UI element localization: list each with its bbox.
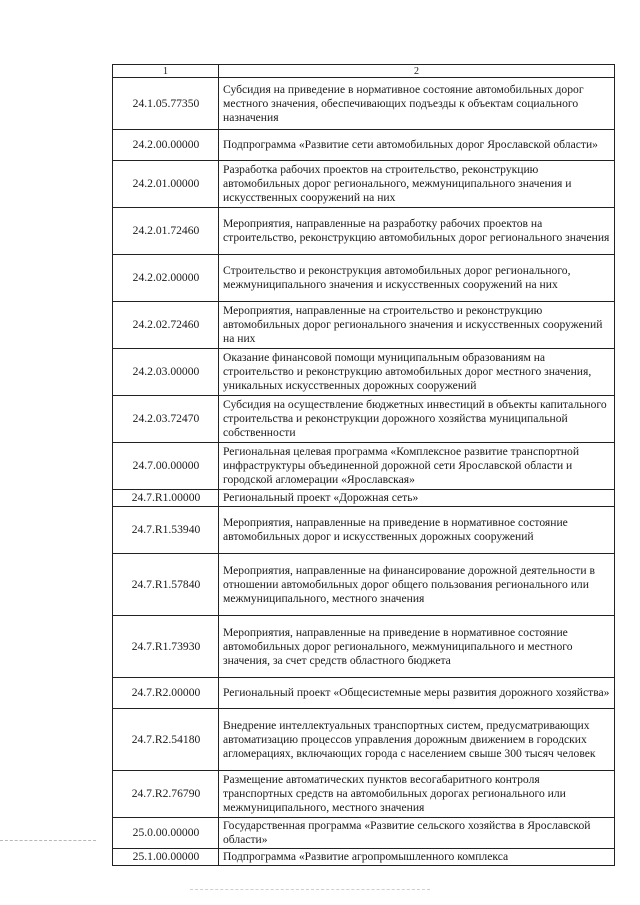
row-name: Строительство и реконструкция автомобильных дорог регионального, межмуниципального значения и искусственных сооружений на них	[219, 255, 615, 302]
row-code: 24.7.R2.54180	[113, 709, 219, 771]
table-row	[113, 349, 615, 396]
row-code: 24.2.03.00000	[113, 349, 219, 396]
table-row	[113, 490, 615, 507]
row-name: Оказание финансовой помощи муниципальным образованиям на строительство и реконструкцию автомобильных дорог местного значения, уникальных искусственных дорожных сооружений	[219, 349, 615, 396]
table-row	[113, 616, 615, 678]
budget-classification-table	[112, 64, 615, 866]
row-name: Разработка рабочих проектов на строительство, реконструкцию автомобильных дорог регионального, межмуниципального значения и искусственных сооружений на них	[219, 161, 615, 208]
table-row	[113, 709, 615, 771]
table-row	[113, 396, 615, 443]
row-name: Мероприятия, направленные на приведение в нормативное состояние автомобильных дорог регионального, межмуниципального и местного значения, за счет средств областного бюджета	[219, 616, 615, 678]
table-row	[113, 554, 615, 616]
row-name: Субсидия на осуществление бюджетных инвестиций в объекты капитального строительства и реконструкции дорожного хозяйства муниципальной собственности	[219, 396, 615, 443]
row-name: Подпрограмма «Развитие сети автомобильных дорог Ярославской области»	[219, 130, 615, 161]
row-name: Региональный проект «Дорожная сеть»	[219, 490, 615, 507]
row-name: Мероприятия, направленные на разработку рабочих проектов на строительство, реконструкцию автомобильных дорог регионального значения	[219, 208, 615, 255]
row-name: Мероприятия, направленные на финансирование дорожной деятельности в отношении автомобильных дорог общего пользования регионального или межмуниципального, местного значения	[219, 554, 615, 616]
row-code: 24.2.01.72460	[113, 208, 219, 255]
row-name: Региональный проект «Общесистемные меры развития дорожного хозяйства»	[219, 678, 615, 709]
table-row	[113, 818, 615, 849]
table-row	[113, 255, 615, 302]
row-code: 24.7.R1.57840	[113, 554, 219, 616]
row-code: 24.7.R2.76790	[113, 771, 219, 818]
table-row	[113, 130, 615, 161]
row-code: 25.0.00.00000	[113, 818, 219, 849]
table-row	[113, 443, 615, 490]
row-code: 24.2.00.00000	[113, 130, 219, 161]
row-code: 24.2.02.00000	[113, 255, 219, 302]
row-code: 24.2.02.72460	[113, 302, 219, 349]
row-code: 24.7.00.00000	[113, 443, 219, 490]
row-name: Мероприятия, направленные на строительство и реконструкцию автомобильных дорог регионального значения и искусственных сооружений на них	[219, 302, 615, 349]
row-code: 25.1.00.00000	[113, 849, 219, 866]
table-row	[113, 161, 615, 208]
row-name: Государственная программа «Развитие сельского хозяйства в Ярославской области»	[219, 818, 615, 849]
table-row	[113, 507, 615, 554]
row-name: Внедрение интеллектуальных транспортных систем, предусматривающих автоматизацию процессов управления дорожным движением в городских агломерациях, включающих города с населением свыше 300 тысяч человек	[219, 709, 615, 771]
row-code: 24.2.03.72470	[113, 396, 219, 443]
row-code: 24.7.R1.00000	[113, 490, 219, 507]
row-name: Региональная целевая программа «Комплексное развитие транспортной инфраструктуры объединенной дорожной сети Ярославской области и городской агломерации «Ярославская»	[219, 443, 615, 490]
table-row	[113, 849, 615, 866]
table-row	[113, 302, 615, 349]
row-name: Подпрограмма «Развитие агропромышленного комплекса	[219, 849, 615, 866]
table-row	[113, 678, 615, 709]
table-header-row	[113, 65, 615, 78]
column-header-code: 1	[113, 65, 219, 78]
row-name: Размещение автоматических пунктов весогабаритного контроля транспортных средств на автомобильных дорогах регионального или межмуниципального, местного значения	[219, 771, 615, 818]
row-code: 24.2.01.00000	[113, 161, 219, 208]
row-code: 24.7.R1.53940	[113, 507, 219, 554]
row-code: 24.7.R2.00000	[113, 678, 219, 709]
table-row	[113, 78, 615, 130]
row-name: Субсидия на приведение в нормативное состояние автомобильных дорог местного значения, обеспечивающих подъезды к объектам социального назначения	[219, 78, 615, 130]
row-code: 24.1.05.77350	[113, 78, 219, 130]
table-body	[113, 78, 615, 866]
row-name: Мероприятия, направленные на приведение в нормативное состояние автомобильных дорог и искусственных дорожных сооружений	[219, 507, 615, 554]
row-code: 24.7.R1.73930	[113, 616, 219, 678]
table-row	[113, 771, 615, 818]
table-row	[113, 208, 615, 255]
scan-artifact-line	[0, 840, 96, 841]
column-header-name: 2	[219, 65, 615, 78]
scan-artifact-line	[190, 889, 430, 890]
